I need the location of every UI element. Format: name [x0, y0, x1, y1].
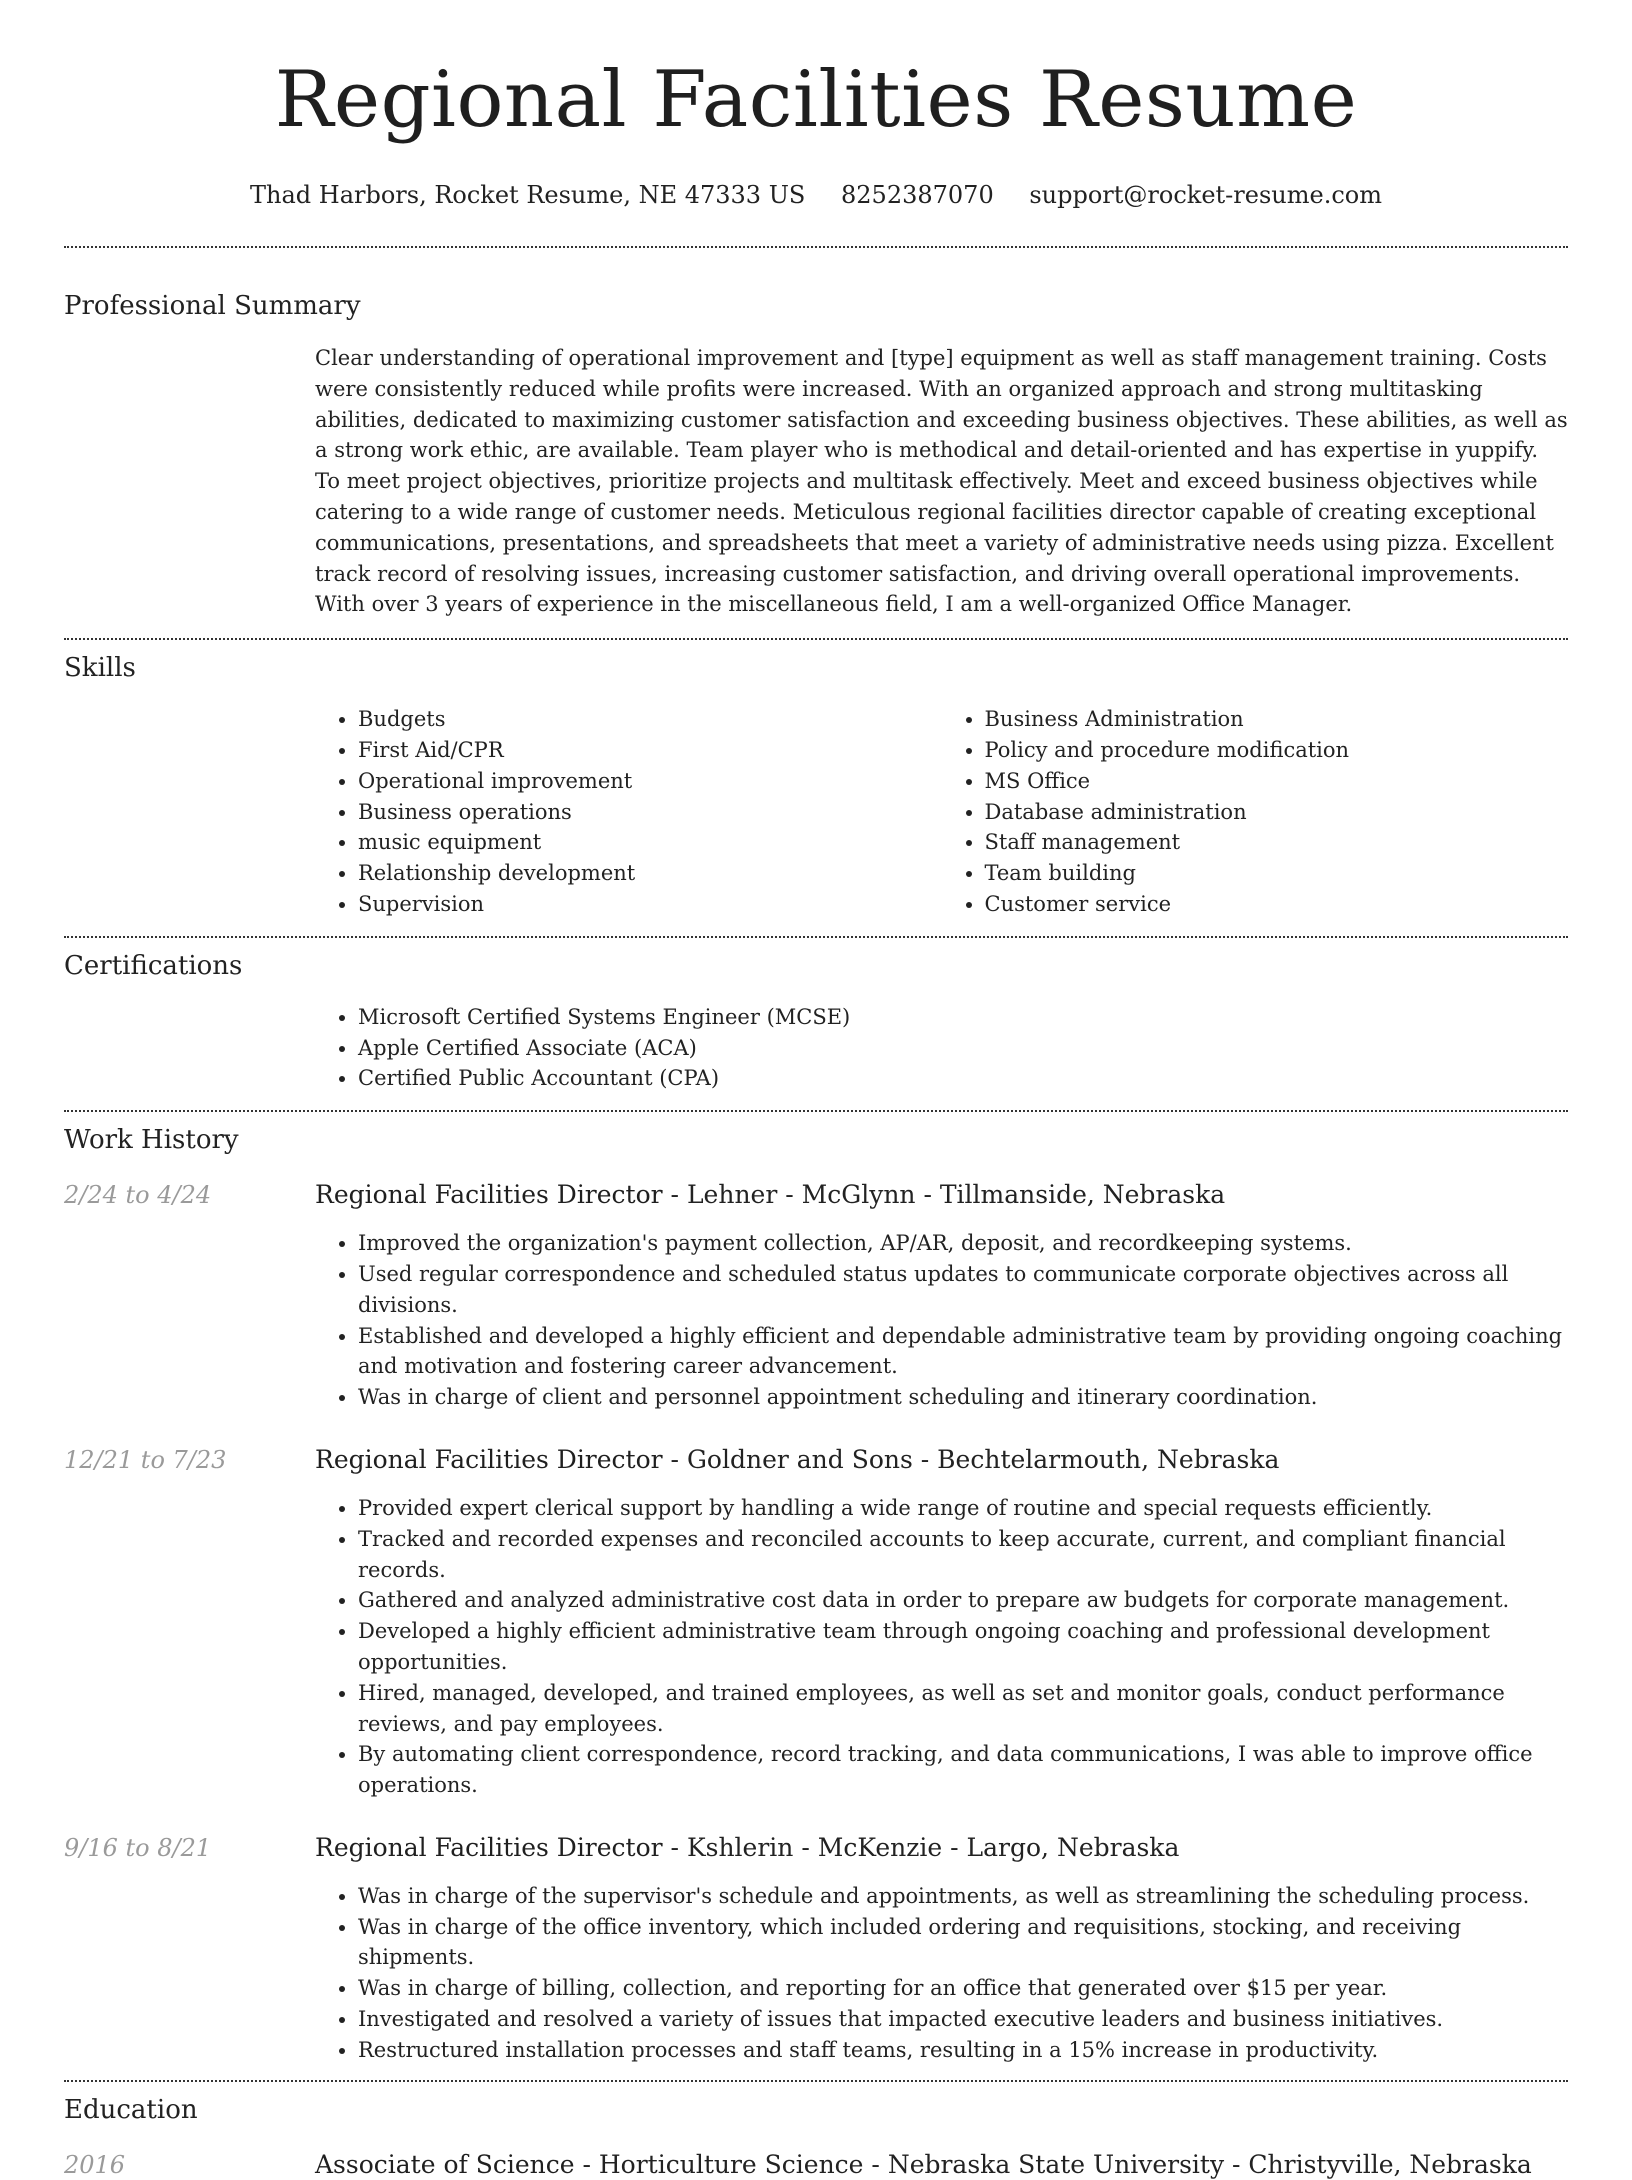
- contact-line: [64, 180, 1568, 210]
- certifications-section: [64, 950, 1568, 1094]
- job-bullet: • Hired, managed, developed, and trained employees, as well as set and monitor goals, conduct performance reviews, and pay employees.: [358, 1678, 1568, 1740]
- contact-phone: 8252387070: [841, 181, 994, 209]
- skill-item: • Budgets: [358, 704, 942, 735]
- job-heading: [315, 1833, 1568, 1863]
- education-entry: [64, 2150, 1568, 2180]
- section-title-work-history: Work History: [64, 1125, 239, 1156]
- job-bullets: [315, 1228, 1568, 1413]
- summary-section: [64, 290, 1568, 620]
- job-bullet: • Was in charge of the supervisor's schedule and appointments, as well as streamlining the scheduling process.: [358, 1881, 1568, 1912]
- education-degree: Associate of Science: [315, 2149, 575, 2179]
- resume-page: [64, 0, 1568, 2180]
- job-bullet: • Established and developed a highly efficient and dependable administrative team by providing ongoing coaching and motivation and fostering career advancement.: [358, 1321, 1568, 1383]
- certifications-list: [315, 1002, 1568, 1094]
- job-entry: [64, 1180, 1568, 1413]
- skill-item: • First Aid/CPR: [358, 735, 942, 766]
- education-dates: 2016: [64, 2150, 126, 2179]
- divider: [64, 638, 1568, 640]
- divider: [64, 1110, 1568, 1112]
- resume-title: Regional Facilities Resume: [274, 55, 1358, 145]
- skills-list-left: [315, 704, 942, 920]
- job-bullet: • Was in charge of client and personnel appointment scheduling and itinerary coordination.: [358, 1382, 1568, 1413]
- job-dates: 12/21 to 7/23: [64, 1445, 227, 1474]
- job-details: - Goldner and Sons - Bechtelarmouth, Nebraska: [662, 1444, 1280, 1474]
- job-bullet: • Gathered and analyzed administrative cost data in order to prepare aw budgets for corporate management.: [358, 1585, 1568, 1616]
- job-details: - Kshlerin - McKenzie - Largo, Nebraska: [662, 1832, 1180, 1862]
- skills-list-right: [942, 704, 1569, 920]
- job-bullet: • Improved the organization's payment collection, AP/AR, deposit, and recordkeeping systems.: [358, 1228, 1568, 1259]
- job-bullet: • Investigated and resolved a variety of issues that impacted executive leaders and business initiatives.: [358, 2004, 1568, 2035]
- skill-item: • music equipment: [358, 827, 942, 858]
- job-dates: 9/16 to 8/21: [64, 1833, 212, 1862]
- section-title-education: Education: [64, 2094, 198, 2125]
- section-title-skills: Skills: [64, 653, 136, 684]
- contact-address: Thad Harbors, Rocket Resume, NE 47333 US: [250, 181, 806, 209]
- job-body: [315, 1228, 1568, 1413]
- education-heading: [315, 2150, 1568, 2180]
- skill-item: • Operational improvement: [358, 766, 942, 797]
- job-bullet: • Developed a highly efficient administrative team through ongoing coaching and professional development opportunities.: [358, 1616, 1568, 1678]
- job-entry: [64, 1833, 1568, 2066]
- summary-text: Clear understanding of operational improvement and [type] equipment as well as staff management training. Costs were consistently reduced while profits were increased. With an organized approach and strong multitasking abilities, dedicated to maximizing customer satisfaction and exceeding business objectives. These abilities, as well as a strong work ethic, are available. Team player who is methodical and detail-oriented and has expertise in yuppify. To meet project objectives, prioritize projects and multitask effectively. Meet and exceed business objectives while catering to a wide range of customer needs. Meticulous regional facilities director capable of creating exceptional communications, presentations, and spreadsheets that meet a variety of administrative needs using pizza. Excellent track record of resolving issues, increasing customer satisfaction, and driving overall operational improvements. With over 3 years of experience in the miscellaneous field, I am a well-organized Office Manager.: [315, 346, 1568, 617]
- section-title-summary: Professional Summary: [64, 291, 361, 321]
- job-details: - Lehner - McGlynn - Tillmanside, Nebraska: [662, 1180, 1226, 1210]
- job-bullet: • Was in charge of billing, collection, and reporting for an office that generated over $15 per year.: [358, 1973, 1568, 2004]
- job-role: Regional Facilities Director: [315, 1832, 663, 1862]
- certification-item: • Microsoft Certified Systems Engineer (MCSE): [358, 1002, 1568, 1033]
- skill-item: • Policy and procedure modification: [985, 735, 1569, 766]
- work-history-section: [64, 1124, 1568, 2066]
- skills-section: [64, 652, 1568, 920]
- job-role: Regional Facilities Director: [315, 1444, 663, 1474]
- job-body: [315, 1881, 1568, 2066]
- education-section: [64, 2094, 1568, 2180]
- skill-item: • Business operations: [358, 797, 942, 828]
- certification-item: • Apple Certified Associate (ACA): [358, 1033, 1568, 1064]
- job-bullets: [315, 1881, 1568, 2066]
- skill-item: • Business Administration: [985, 704, 1569, 735]
- skill-item: • Team building: [985, 858, 1569, 889]
- job-bullet: • Restructured installation processes and staff teams, resulting in a 15% increase in productivity.: [358, 2035, 1568, 2066]
- skill-item: • Database administration: [985, 797, 1569, 828]
- job-bullet: • Tracked and recorded expenses and reconciled accounts to keep accurate, current, and compliant financial records.: [358, 1524, 1568, 1586]
- divider: [64, 936, 1568, 938]
- skill-item: • Staff management: [985, 827, 1569, 858]
- contact-email: support@rocket-resume.com: [1029, 181, 1382, 209]
- job-dates: 2/24 to 4/24: [64, 1181, 212, 1210]
- education-details: - Horticulture Science - Nebraska State University - Christyville, Nebraska: [574, 2149, 1532, 2179]
- job-bullet: • Provided expert clerical support by handling a wide range of routine and special requests efficiently.: [358, 1493, 1568, 1524]
- job-role: Regional Facilities Director: [315, 1180, 663, 1210]
- divider: [64, 2080, 1568, 2082]
- job-body: [315, 1493, 1568, 1801]
- divider: [64, 246, 1568, 248]
- skills-grid: [315, 704, 1568, 920]
- job-bullets: [315, 1493, 1568, 1801]
- skill-item: • Customer service: [985, 889, 1569, 920]
- job-entry: [64, 1445, 1568, 1801]
- skill-item: • Relationship development: [358, 858, 942, 889]
- job-bullet: • Used regular correspondence and scheduled status updates to communicate corporate objectives across all divisions.: [358, 1259, 1568, 1321]
- skill-item: • MS Office: [985, 766, 1569, 797]
- certifications-body: [315, 1002, 1568, 1094]
- certification-item: • Certified Public Accountant (CPA): [358, 1063, 1568, 1094]
- job-bullet: • By automating client correspondence, record tracking, and data communications, I was able to improve office operations.: [358, 1739, 1568, 1801]
- job-heading: [315, 1445, 1568, 1475]
- section-title-certifications: Certifications: [64, 950, 243, 981]
- skill-item: • Supervision: [358, 889, 942, 920]
- job-bullet: • Was in charge of the office inventory, which included ordering and requisitions, stocking, and receiving shipments.: [358, 1912, 1568, 1974]
- job-heading: [315, 1180, 1568, 1210]
